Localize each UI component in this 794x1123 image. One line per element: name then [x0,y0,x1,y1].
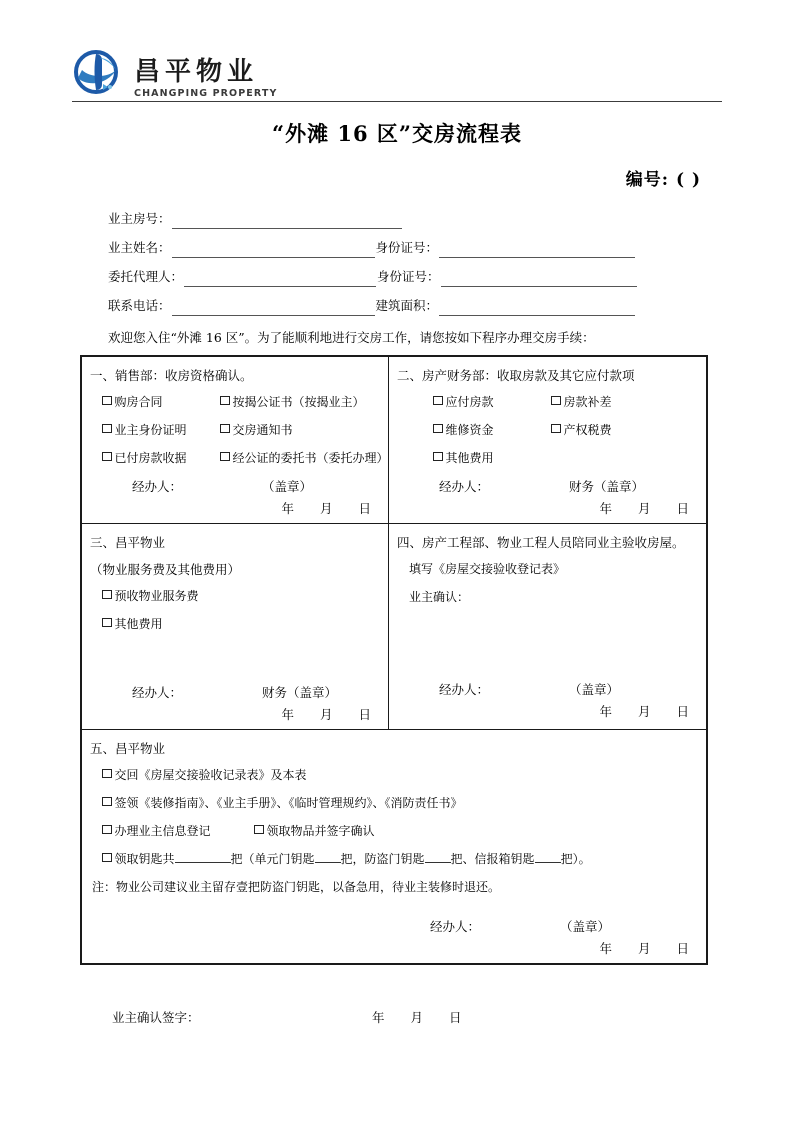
checkbox-payable-house-price[interactable] [433,393,551,410]
section-4-signature-row [397,680,696,698]
document-number-label: 编号: ( ) [625,170,701,190]
keys-text-part-1: 领取钥匙共 [114,852,175,866]
checkbox-label: 房款补差 [563,395,612,409]
owner-info-fields [108,200,718,316]
section-1-heading: 一、销售部：收房资格确认。 [90,368,253,383]
section-4-owner-confirm-line: 业主确认： [409,590,470,604]
section-3-seal-label: 财务（盖章） [262,685,338,700]
checkbox-box-icon[interactable] [433,424,443,434]
section-5-handler-label: 经办人： [430,919,481,934]
field-label-agent-name: 委托代理人： [108,269,184,284]
checkbox-box-icon[interactable] [433,452,443,462]
table-row-3 [82,730,706,963]
date-day-label: 日 [676,704,690,719]
section-1-sales-department [82,357,389,523]
section-5-spacer [90,903,696,913]
checkbox-label: 其他费用 [114,617,163,631]
owner-signature-label: 业主确认签字： [112,1010,200,1025]
keys-unit-door-input[interactable] [315,850,341,863]
field-row-phone [108,287,718,316]
checkbox-return-record-form[interactable] [102,766,307,783]
section-3-spacer [90,643,378,679]
keys-mailbox-input[interactable] [535,850,561,863]
checkbox-label: 产权税费 [563,423,612,437]
section-1-handler-label: 经办人： [132,479,183,494]
date-day-label: 日 [358,707,372,722]
field-row-room-number [108,200,718,229]
section-5-check-row-1 [90,766,696,783]
section-2-signature-row [397,477,696,495]
section-2-handler-label: 经办人： [439,479,490,494]
intro-paragraph: 欢迎您入住“外滩 16 区”。为了能顺利地进行交房工作，请您按如下程序办理交房手续： [108,330,595,345]
section-4-handler-label: 经办人： [439,682,490,697]
section-5-date-row [90,939,696,957]
section-2-seal-label: 财务（盖章） [569,479,645,494]
section-1-check-row-1 [90,393,378,410]
checkbox-label: 维修资金 [445,423,494,437]
checkbox-label: 交回《房屋交接验收记录表》及本表 [114,768,307,782]
section-4-spacer [397,616,696,676]
checkbox-box-icon[interactable] [102,424,112,434]
field-label-owner-id: 身份证号： [375,240,439,255]
checkbox-box-icon[interactable] [220,452,230,462]
section-2-finance-department [389,357,706,523]
checkbox-owner-id-proof[interactable] [102,421,220,438]
section-3-date-row [90,705,378,723]
section-4-date-row [397,702,696,720]
field-input-owner-name[interactable] [172,242,375,258]
checkbox-box-icon[interactable] [551,424,561,434]
checkbox-owner-info-registration[interactable] [102,822,254,839]
date-day-label: 日 [676,941,690,956]
checkbox-box-icon[interactable] [551,396,561,406]
field-input-phone[interactable] [172,300,375,316]
field-input-agent-id[interactable] [441,271,637,287]
field-label-room-number: 业主房号： [108,211,171,226]
section-1-check-row-2 [90,421,378,438]
checkbox-label: 其他费用 [445,451,494,465]
date-day-label: 日 [358,501,372,516]
date-year-label: 年 [372,1010,385,1025]
checkbox-box-icon[interactable] [102,853,112,863]
checkbox-mortgage-notarization[interactable] [220,393,365,410]
section-5-seal-label: （盖章） [560,919,611,934]
field-input-area[interactable] [439,300,635,316]
section-3-property-company [82,524,389,729]
checkbox-payment-receipt[interactable] [102,449,220,466]
logo-english-name: CHANGPING PROPERTY [134,88,278,99]
checkbox-box-icon[interactable] [102,769,112,779]
keys-total-input[interactable] [175,850,231,863]
checkbox-other-fees-3[interactable] [102,615,163,632]
table-row-2 [82,524,706,730]
checkbox-label: 按揭公证书（按揭业主） [232,395,365,409]
page-title: “外滩 16 区”交房流程表 [271,121,522,146]
checkbox-label: 已付房款收据 [114,451,187,465]
field-row-agent-name [108,258,718,287]
date-year-label: 年 [599,704,613,719]
section-5-heading: 五、昌平物业 [90,741,166,756]
checkbox-notarized-authorization[interactable] [220,449,389,466]
field-label-area: 建筑面积： [375,298,439,313]
owner-confirmation-signature [112,1008,712,1026]
checkbox-label: 签领《装修指南》、《业主手册》、《临时管理规约》、《消防责任书》 [114,796,463,810]
logo-chinese-name: 昌平物业 [134,56,259,87]
checkbox-box-icon[interactable] [254,825,264,835]
field-label-phone: 联系电话： [108,298,171,313]
keys-text-part-5: 把）。 [560,852,591,866]
checkbox-box-icon[interactable] [220,424,230,434]
date-year-label: 年 [281,501,295,516]
checkbox-label: 办理业主信息登记 [114,824,211,838]
checkbox-label: 业主身份证明 [114,423,187,437]
checkbox-box-icon[interactable] [102,825,112,835]
date-year-label: 年 [599,941,613,956]
date-month-label: 月 [319,707,334,722]
checkbox-other-fees-2[interactable] [433,449,551,466]
field-input-owner-id[interactable] [439,242,635,258]
date-month-label: 月 [410,1010,424,1025]
date-month-label: 月 [637,501,652,516]
checkbox-price-difference[interactable] [551,393,612,410]
checkbox-label: 交房通知书 [232,423,293,437]
section-3-check-row-2 [90,615,378,632]
field-row-owner-name [108,229,718,258]
checkbox-box-icon[interactable] [102,797,112,807]
checkbox-box-icon[interactable] [102,590,112,600]
header-divider [72,101,722,102]
section-5-signature-row [90,917,696,935]
checkbox-property-tax[interactable] [551,421,612,438]
section-3-handler-label: 经办人： [132,685,183,700]
date-day-label: 日 [449,1010,462,1025]
checkbox-box-icon[interactable] [220,396,230,406]
section-4-engineering-inspection [389,524,706,729]
section-1-signature-row [90,477,378,495]
checkbox-label: 预收物业服务费 [114,589,199,603]
date-year-label: 年 [599,501,613,516]
checkbox-box-icon[interactable] [102,618,112,628]
checkbox-receive-manuals[interactable] [102,794,463,811]
table-row-1 [82,357,706,524]
section-2-check-row-1 [397,393,696,410]
field-label-agent-id: 身份证号： [377,269,440,284]
section-1-seal-label: （盖章） [262,479,313,494]
handover-flow-table [80,355,708,965]
section-4-seal-label: （盖章） [569,682,620,697]
checkbox-prepaid-service-fee[interactable] [102,587,199,604]
field-input-agent-name[interactable] [184,271,376,287]
field-input-room-number[interactable] [172,213,402,229]
checkbox-label: 应付房款 [445,395,494,409]
date-month-label: 月 [319,501,334,516]
section-2-date-row [397,499,696,517]
date-month-label: 月 [637,704,652,719]
section-3-subheading: （物业服务费及其他费用） [90,562,241,577]
section-3-signature-row [90,683,378,701]
date-year-label: 年 [281,707,295,722]
section-5-note: 注：物业公司建议业主留存壹把防盗门钥匙，以备急用，待业主装修时退还。 [92,880,501,894]
checkbox-maintenance-fund[interactable] [433,421,551,438]
section-3-check-row-1 [90,587,378,604]
keys-text-part-2: 把（单元门钥匙 [230,852,315,866]
checkbox-box-icon[interactable] [102,396,112,406]
checkbox-receive-keys[interactable] [102,850,591,867]
section-1-date-row [90,499,378,517]
checkbox-receive-items-sign[interactable] [254,822,375,839]
section-5-keys-row [90,850,696,867]
checkbox-label: 购房合同 [114,395,163,409]
section-5-check-row-3 [90,822,696,839]
section-5-check-row-2 [90,794,696,811]
section-2-heading: 二、房产财务部：收取房款及其它应付款项 [397,368,635,383]
checkbox-box-icon[interactable] [433,396,443,406]
date-day-label: 日 [676,501,690,516]
checkbox-label: 领取物品并签字确认 [266,824,375,838]
section-4-heading: 四、房产工程部、物业工程人员陪同业主验收房屋。 [397,535,685,550]
checkbox-handover-notice[interactable] [220,421,293,438]
section-4-fill-form-line: 填写《房屋交接验收登记表》 [409,562,566,576]
checkbox-purchase-contract[interactable] [102,393,220,410]
section-5-property-company-final [82,730,706,963]
section-2-check-row-2 [397,421,696,438]
field-label-owner-name: 业主姓名： [108,240,171,255]
section-1-check-row-3 [90,449,389,466]
checkbox-box-icon[interactable] [102,452,112,462]
keys-text-part-4: 把、信报箱钥匙 [450,852,535,866]
keys-text-part-3: 把，防盗门钥匙 [340,852,425,866]
checkbox-label: 经公证的委托书（委托办理） [232,451,389,465]
company-logo [72,46,277,100]
section-3-heading: 三、昌平物业 [90,535,166,550]
owner-signature-date [372,1008,462,1026]
changping-swirl-logo-icon [72,48,124,100]
section-2-check-row-3 [397,449,696,466]
date-month-label: 月 [637,941,652,956]
keys-security-door-input[interactable] [425,850,451,863]
